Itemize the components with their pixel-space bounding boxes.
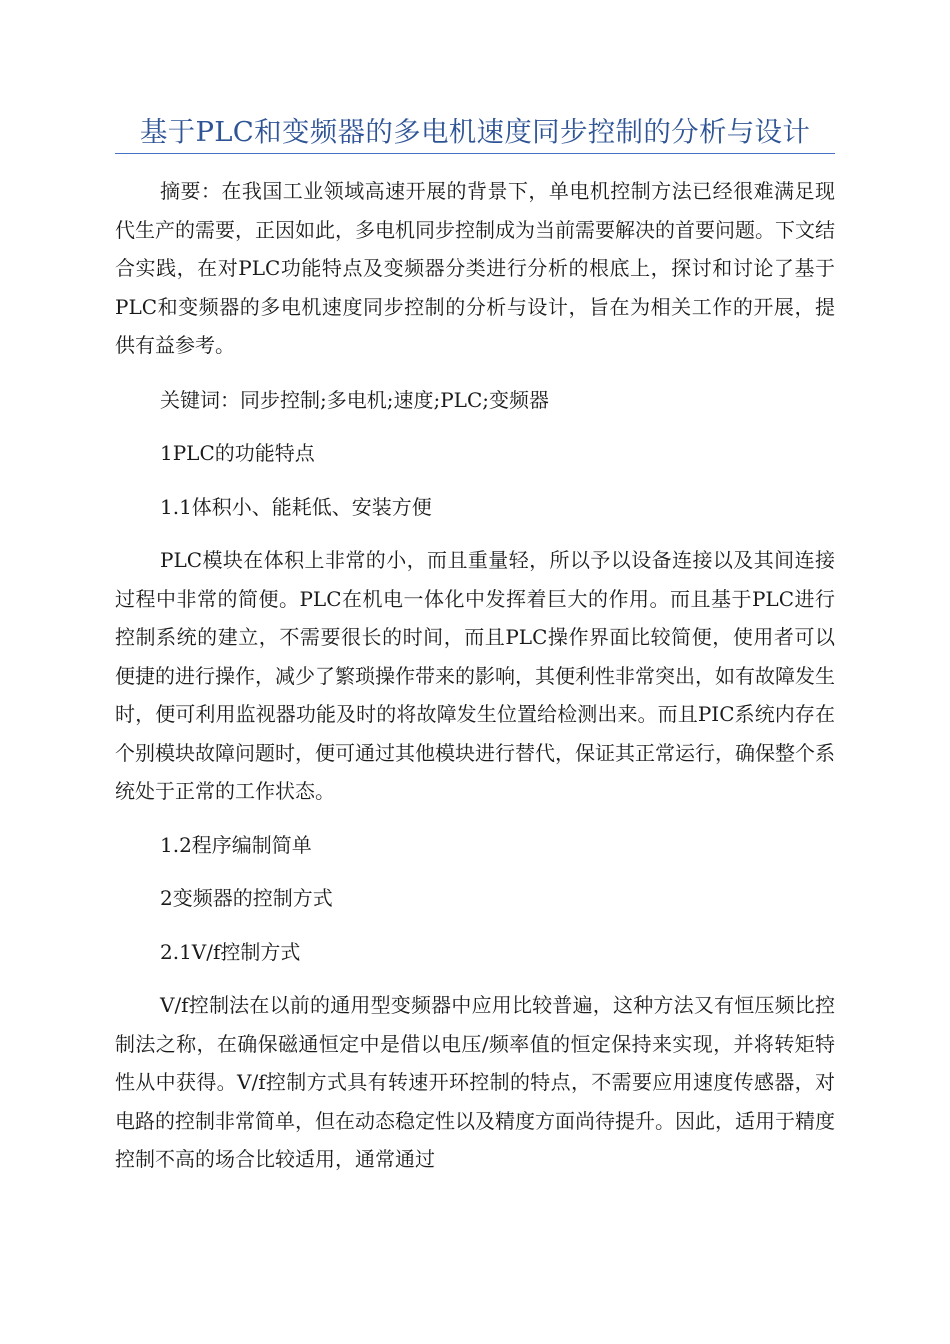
title-underline [115, 153, 835, 154]
section-heading-1: 1PLC的功能特点 [160, 441, 315, 465]
paragraph-1-1: PLC模块在体积上非常的小，而且重量轻，所以予以设备连接以及其间连接过程中非常的简便。PLC在机电一体化中发挥着巨大的作用。而且基于PLC进行控制系统的建立，不需要很长的时间，而且PLC操作界面比较简便，使用者可以便捷的进行操作，减少了繁琐操作带来的影响，其便利性非常突出，如有故障发生时，便可利用监视器功能及时的将故障发生位置给检测出来。而且PIC系统内存在个别模块故障问题时，便可通过其他模块进行替代，保证其正常运行，确保整个系统处于正常的工作状态。 [115, 548, 835, 803]
keywords-line: 关键词：同步控制;多电机;速度;PLC;变频器 [160, 387, 549, 412]
subsection-heading-1-2: 1.2程序编制简单 [160, 832, 312, 857]
abstract-paragraph: 摘要：在我国工业领域高速开展的背景下，单电机控制方法已经很难满足现代生产的需要，正因如此，多电机同步控制成为当前需要解决的首要问题。下文结合实践，在对PLC功能特点及变频器分类进行分析的根底上，探讨和讨论了基于PLC和变频器的多电机速度同步控制的分析与设计，旨在为相关工作的开展，提供有益参考。 [115, 179, 835, 357]
section-heading-2: 2变频器的控制方式 [160, 886, 333, 910]
subsection-heading-2-1: 2.1V/f控制方式 [160, 939, 301, 964]
document-body [115, 172, 835, 1179]
subsection-heading-1-1: 1.1体积小、能耗低、安装方便 [160, 494, 432, 519]
document-title: 基于PLC和变频器的多电机速度同步控制的分析与设计 [139, 116, 811, 148]
paragraph-2-1: V/f控制法在以前的通用型变频器中应用比较普遍，这种方法又有恒压频比控制法之称，在确保磁通恒定中是借以电压/频率值的恒定保持来实现，并将转矩特性从中获得。V/f控制方式具有转速开环控制的特点，不需要应用速度传感器，对电路的控制非常简单，但在动态稳定性以及精度方面尚待提升。因此，适用于精度控制不高的场合比较适用，通常通过 [115, 993, 835, 1171]
